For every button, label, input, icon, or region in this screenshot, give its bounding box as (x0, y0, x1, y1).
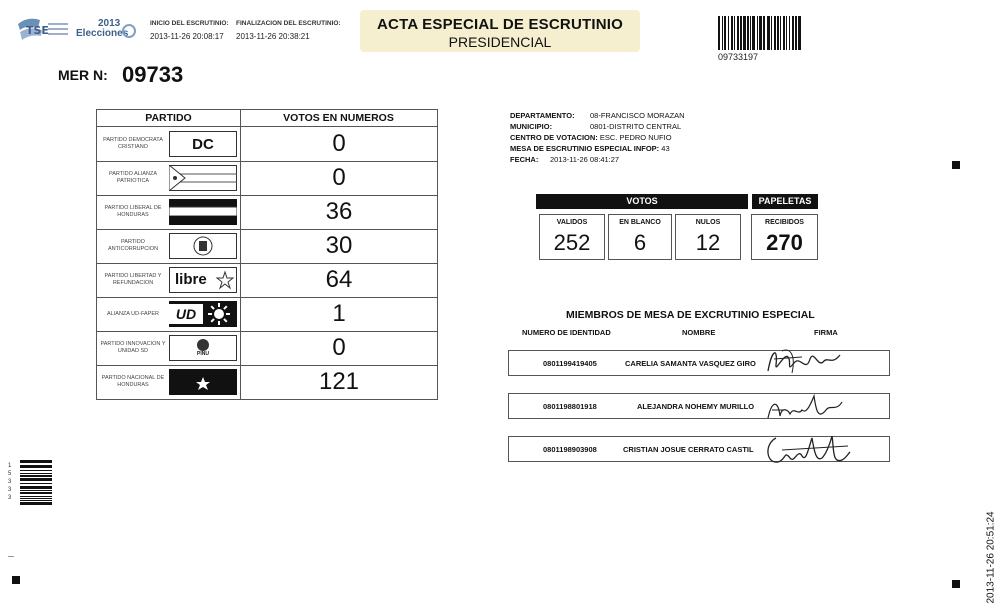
member-id: 0801198801918 (543, 402, 597, 411)
recibidos-label: RECIBIDOS (765, 219, 804, 226)
departamento-label: DEPARTAMENTO: (510, 111, 575, 120)
party-name: PARTIDO NACIONAL DE HONDURAS (101, 375, 165, 388)
top-barcode (718, 16, 802, 50)
municipio-label: MUNICIPIO: (510, 122, 553, 131)
col-id-header: NUMERO DE IDENTIDAD (522, 328, 611, 337)
votos-header: VOTOS (536, 194, 748, 209)
tse-logo (14, 14, 70, 46)
barcode-number: 09733197 (718, 52, 759, 62)
striped-flag-logo (169, 199, 237, 225)
party-votes: 121 (318, 368, 360, 395)
col-votos-header: VOTOS EN NUMEROS (240, 110, 437, 127)
elecciones-label: Elecciones (76, 28, 129, 39)
registration-mark (952, 580, 960, 588)
libre-logo (169, 267, 237, 293)
party-row (97, 161, 437, 196)
registration-mark (952, 161, 960, 169)
col-partido-header: PARTIDO (97, 110, 241, 127)
title-line1: ACTA ESPECIAL DE ESCRUTINIO (377, 16, 623, 33)
party-name: PARTIDO INNOVACION Y UNIDAD SD (100, 341, 166, 354)
centro-value: ESC. PEDRO NUFIO (599, 133, 672, 142)
ud-logo-text: UD (175, 306, 197, 322)
mesa-info (510, 110, 685, 165)
municipio-value: 0801-DISTRITO CENTRAL (590, 122, 682, 131)
centro-label: CENTRO DE VOTACION: (510, 133, 598, 142)
side-number: 3 (8, 479, 12, 485)
dc-logo-text: DC (192, 136, 214, 153)
members-title: MIEMBROS DE MESA DE EXCRUTINIO ESPECIAL (566, 309, 815, 321)
party-name: PARTIDO ALIANZA PATRIOTICA (108, 171, 158, 184)
anticorrupcion-logo (169, 233, 237, 259)
papeletas-header: PAPELETAS (752, 194, 818, 209)
mesa-label: MESA DE ESCRUTINIO ESPECIAL INFOP: (510, 144, 660, 153)
fecha-value: 2013-11-26 08:41:27 (550, 155, 620, 164)
signature-3 (762, 430, 852, 474)
side-number: 3 (8, 495, 12, 501)
col-firma-header: FIRMA (814, 328, 838, 337)
party-row (97, 195, 437, 230)
member-name: CARELIA SAMANTA VASQUEZ GIRO (625, 359, 756, 368)
party-name: PARTIDO LIBERTAD Y REFUNDACION (104, 273, 162, 286)
side-numbers (8, 462, 11, 502)
member-name: ALEJANDRA NOHEMY MURILLO (637, 402, 755, 411)
inicio-value: 2013-11-26 20:08:17 (150, 32, 224, 41)
fin-label: FINALIZACION DEL ESCRUTINIO: (236, 20, 341, 27)
registration-mark (12, 576, 20, 584)
party-row (97, 229, 437, 264)
member-id: 0801199419405 (543, 359, 597, 368)
party-votes: 30 (325, 232, 353, 259)
blanco-label: EN BLANCO (619, 219, 661, 226)
side-number: 5 (8, 471, 12, 477)
timestamp-stamp (981, 480, 1001, 608)
mer-number: 09733 (122, 62, 184, 87)
departamento-value: 08-FRANCISCO MORAZAN (590, 111, 685, 120)
tse-logo-text: TSE (26, 24, 49, 37)
timestamp-text: 2013-11-26 20:51:24 (985, 511, 997, 604)
party-row (97, 127, 437, 162)
blanco-value: 6 (633, 230, 647, 255)
party-name: PARTIDO ANTICORRUPCION (107, 239, 159, 252)
member-id: 0801198903908 (543, 445, 597, 454)
validos-label: VALIDOS (556, 219, 588, 226)
party-votes: 0 (332, 164, 346, 191)
party-row (97, 263, 437, 298)
party-votes: 64 (325, 266, 353, 293)
signature-1 (762, 343, 846, 383)
nacional-star-logo (169, 369, 237, 395)
dc-logo (169, 131, 237, 157)
libre-logo-text: libre (175, 271, 207, 288)
document-title (360, 10, 640, 52)
party-name: PARTIDO DEMOCRATA CRISTIANO (103, 137, 163, 150)
party-name: ALIANZA UD-FAPER (107, 310, 159, 317)
party-row (97, 297, 437, 332)
party-votes-table (96, 109, 438, 400)
blanco-cell (608, 214, 672, 260)
pinu-logo-text: PINU (197, 351, 209, 357)
validos-cell (539, 214, 605, 260)
mer-label: MER N: (58, 67, 108, 83)
side-number: 1 (8, 463, 12, 469)
nulos-label: NULOS (695, 219, 721, 226)
flag-triangle-logo (169, 165, 237, 191)
elecciones-year: 2013 (98, 18, 121, 29)
nulos-value: 12 (695, 230, 721, 255)
member-name: CRISTIAN JOSUE CERRATO CASTIL (623, 445, 754, 454)
elecciones-emblem-icon (122, 24, 136, 38)
recibidos-value: 270 (766, 230, 803, 255)
nulos-cell (675, 214, 741, 260)
title-line2: PRESIDENCIAL (448, 34, 552, 50)
corner-tick (8, 556, 14, 557)
col-nombre-header: NOMBRE (682, 328, 716, 337)
inicio-label: INICIO DEL ESCRUTINIO: (150, 20, 229, 27)
mesa-value: 43 (661, 144, 670, 153)
pinu-logo (169, 335, 237, 361)
ud-logo (169, 301, 237, 327)
signature-2 (762, 392, 846, 428)
party-votes: 0 (332, 130, 346, 157)
side-barcode (20, 460, 64, 506)
party-votes: 36 (325, 198, 353, 225)
elecciones-logo (76, 18, 140, 48)
recibidos-cell (751, 214, 818, 260)
party-row (97, 331, 437, 366)
party-name: PARTIDO LIBERAL DE HONDURAS (104, 205, 162, 218)
fecha-label: FECHA: (510, 155, 539, 164)
fin-value: 2013-11-26 20:38:21 (236, 32, 310, 41)
validos-value: 252 (553, 230, 591, 255)
party-votes: 1 (332, 300, 346, 327)
party-votes: 0 (332, 334, 346, 361)
side-number: 3 (8, 487, 12, 493)
party-row (97, 365, 437, 399)
